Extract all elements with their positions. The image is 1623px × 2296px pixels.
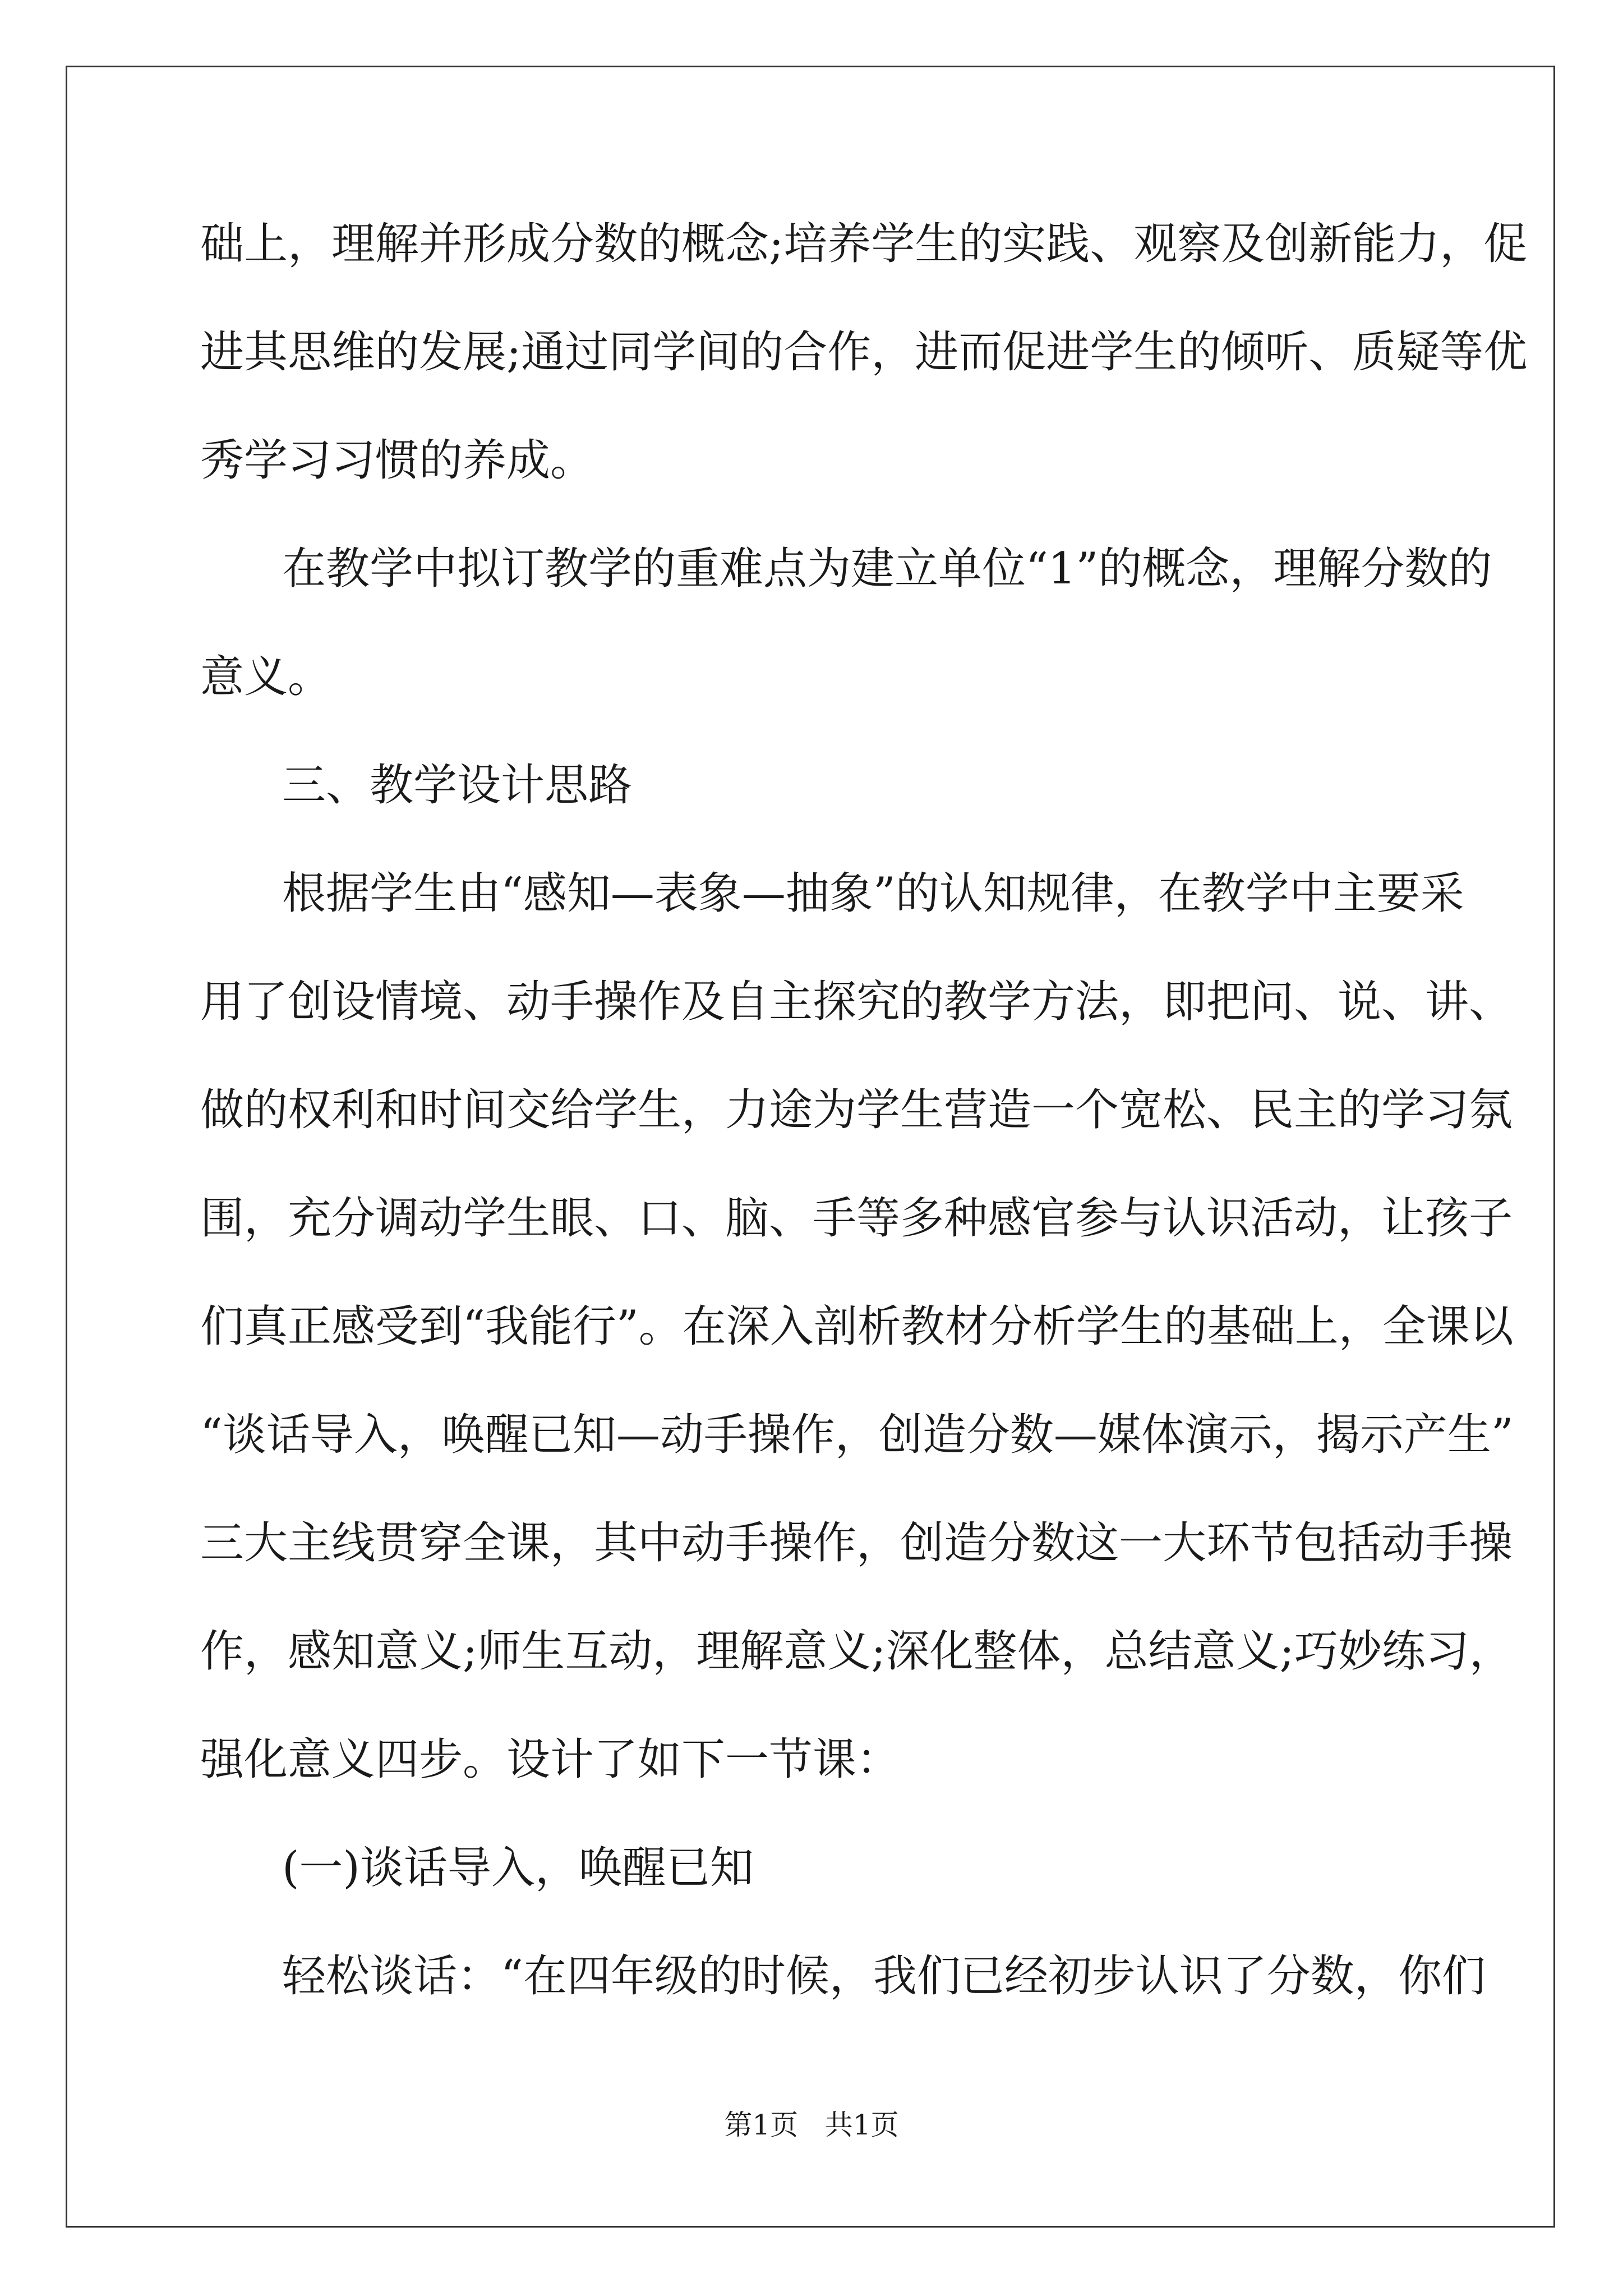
- page-number-footer: 第1页 共1页: [724, 2109, 899, 2141]
- text-line: 做的权利和时间交给学生，力途为学生营造一个宽松、民主的学习氛: [200, 1085, 1513, 1135]
- section-heading: 三、教学设计思路: [282, 760, 633, 811]
- text-line: 强化意义四步。设计了如下一节课：: [200, 1734, 901, 1785]
- text-line: 根据学生由“感知—表象—抽象”的认知规律，在教学中主要采: [282, 868, 1464, 919]
- subsection-heading: (一)谈话导入，唤醒已知: [282, 1843, 754, 1893]
- text-line: 在教学中拟订教学的重难点为建立单位“1”的概念，理解分数的: [282, 544, 1492, 594]
- text-line: 用了创设情境、动手操作及自主探究的教学方法，即把问、说、讲、: [200, 977, 1513, 1027]
- text-line: 三大主线贯穿全课，其中动手操作，创造分数这一大环节包括动手操: [200, 1518, 1513, 1568]
- text-line: 围，充分调动学生眼、口、脑、手等多种感官参与认识活动，让孩子: [200, 1193, 1513, 1244]
- text-line: 们真正感受到“我能行”。在深入剖析教材分析学生的基础上，全课以: [200, 1301, 1514, 1352]
- text-line: 意义。: [200, 652, 332, 702]
- text-line: 轻松谈话：“在四年级的时候，我们已经初步认识了分数，你们: [282, 1951, 1486, 2001]
- text-line: 进其思维的发展;通过同学间的合作，进而促进学生的倾听、质疑等优: [200, 327, 1528, 378]
- text-line: “谈话导入，唤醒已知—动手操作，创造分数—媒体演示，揭示产生”: [200, 1410, 1514, 1460]
- text-line: 作，感知意义;师生互动，理解意义;深化整体，总结意义;巧妙练习，: [200, 1626, 1513, 1677]
- text-line: 础上，理解并形成分数的概念;培养学生的实践、观察及创新能力，促: [200, 219, 1528, 269]
- text-line: 秀学习习惯的养成。: [200, 435, 594, 486]
- document-body: [200, 213, 1528, 2054]
